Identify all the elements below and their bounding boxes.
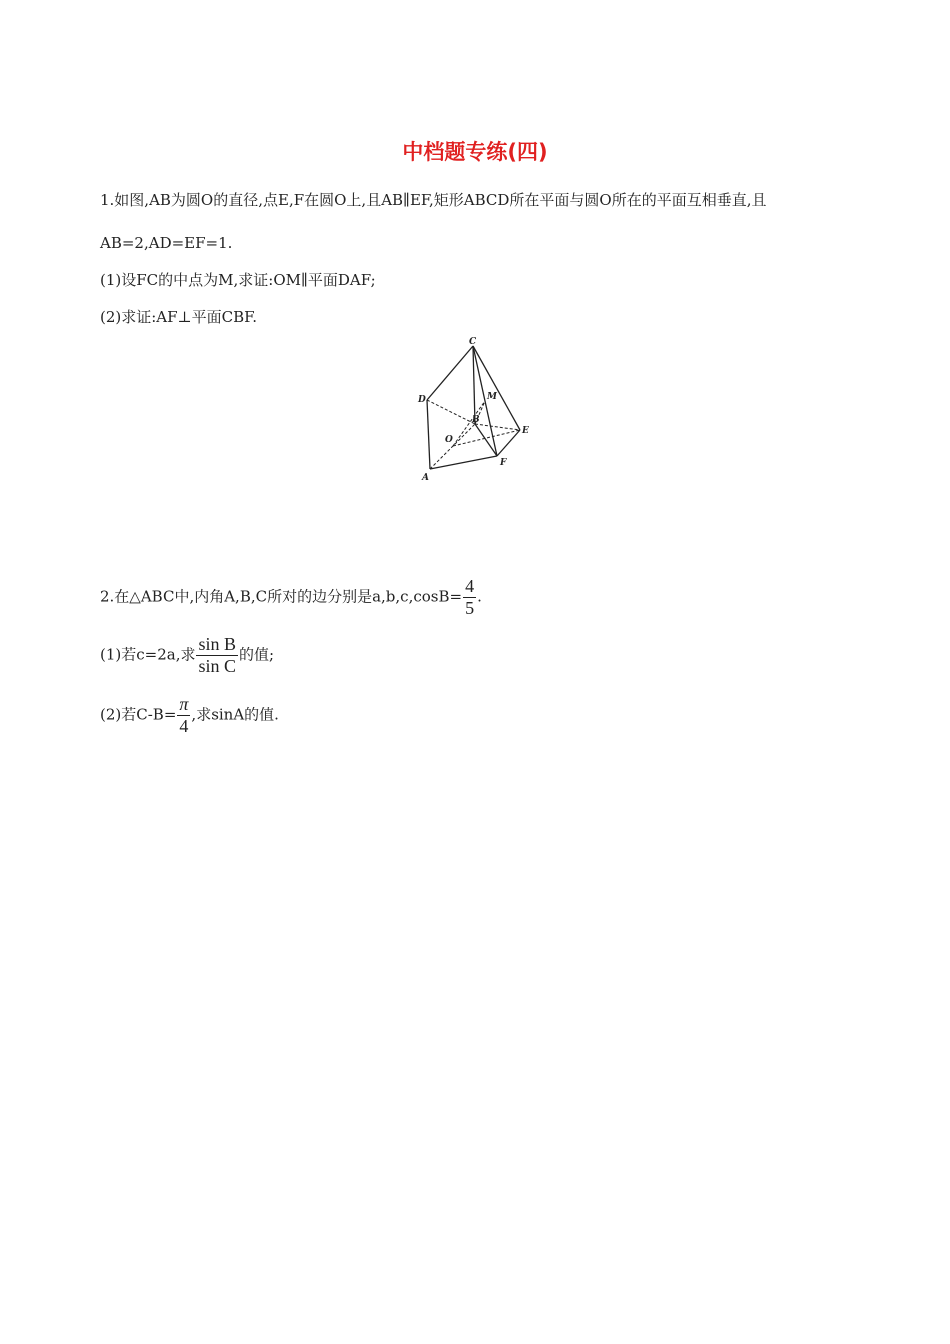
fraction-numerator: 4 bbox=[465, 576, 475, 596]
fraction-pi-over-four bbox=[177, 694, 190, 737]
q2-part1 bbox=[100, 634, 274, 677]
fraction-four-fifths bbox=[463, 576, 476, 619]
edge-om bbox=[453, 401, 485, 446]
fraction-sinb-sinc bbox=[196, 634, 238, 677]
label-a: A bbox=[422, 473, 429, 483]
q2-stem-end: . bbox=[477, 587, 482, 606]
edge-db bbox=[427, 400, 475, 424]
fraction-denominator: sin C bbox=[198, 656, 236, 676]
q2-part2 bbox=[100, 694, 279, 737]
edge-cd bbox=[427, 346, 473, 400]
q1-stem-line1: 1.如图,AB为圆O的直径,点E,F在圆O上,且AB∥EF,矩形ABCD所在平面与圆O所在的平面互相垂直,且 bbox=[100, 191, 767, 209]
label-o: O bbox=[445, 435, 453, 445]
q2-part2-suffix: ,求sinA的值. bbox=[191, 705, 279, 724]
edge-da bbox=[427, 400, 430, 469]
q1-part2: (2)求证:AF⊥平面CBF. bbox=[100, 308, 257, 326]
page-title: 中档题专练(四) bbox=[402, 140, 548, 164]
label-d: D bbox=[418, 395, 426, 405]
edge-fe bbox=[497, 430, 520, 456]
label-m: M bbox=[487, 392, 497, 402]
edge-be bbox=[475, 424, 520, 430]
geometry-diagram bbox=[405, 332, 545, 484]
label-c: C bbox=[469, 337, 477, 347]
label-e: E bbox=[522, 426, 529, 436]
q1-part1: (1)设FC的中点为M,求证:OM∥平面DAF; bbox=[100, 271, 376, 289]
q2-part2-prefix: (2)若C-B= bbox=[100, 705, 177, 724]
edge-cb bbox=[473, 346, 475, 424]
q2-part1-suffix: 的值; bbox=[239, 645, 275, 664]
q1-stem-line2: AB=2,AD=EF=1. bbox=[100, 234, 233, 252]
q2-stem-text: 2.在△ABC中,内角A,B,C所对的边分别是a,b,c,cosB= bbox=[100, 587, 463, 606]
label-f: F bbox=[500, 458, 507, 468]
q2-stem bbox=[100, 576, 482, 619]
fraction-denominator: 4 bbox=[179, 716, 189, 736]
edge-ce bbox=[473, 346, 520, 430]
geometry-figure bbox=[405, 332, 545, 484]
edge-af bbox=[430, 456, 497, 469]
fraction-numerator: π bbox=[179, 694, 189, 714]
q2-part1-prefix: (1)若c=2a,求 bbox=[100, 645, 196, 664]
fraction-denominator: 5 bbox=[465, 598, 475, 618]
edge-ab bbox=[430, 424, 475, 469]
fraction-numerator: sin B bbox=[198, 634, 236, 654]
label-b: B bbox=[472, 415, 480, 425]
